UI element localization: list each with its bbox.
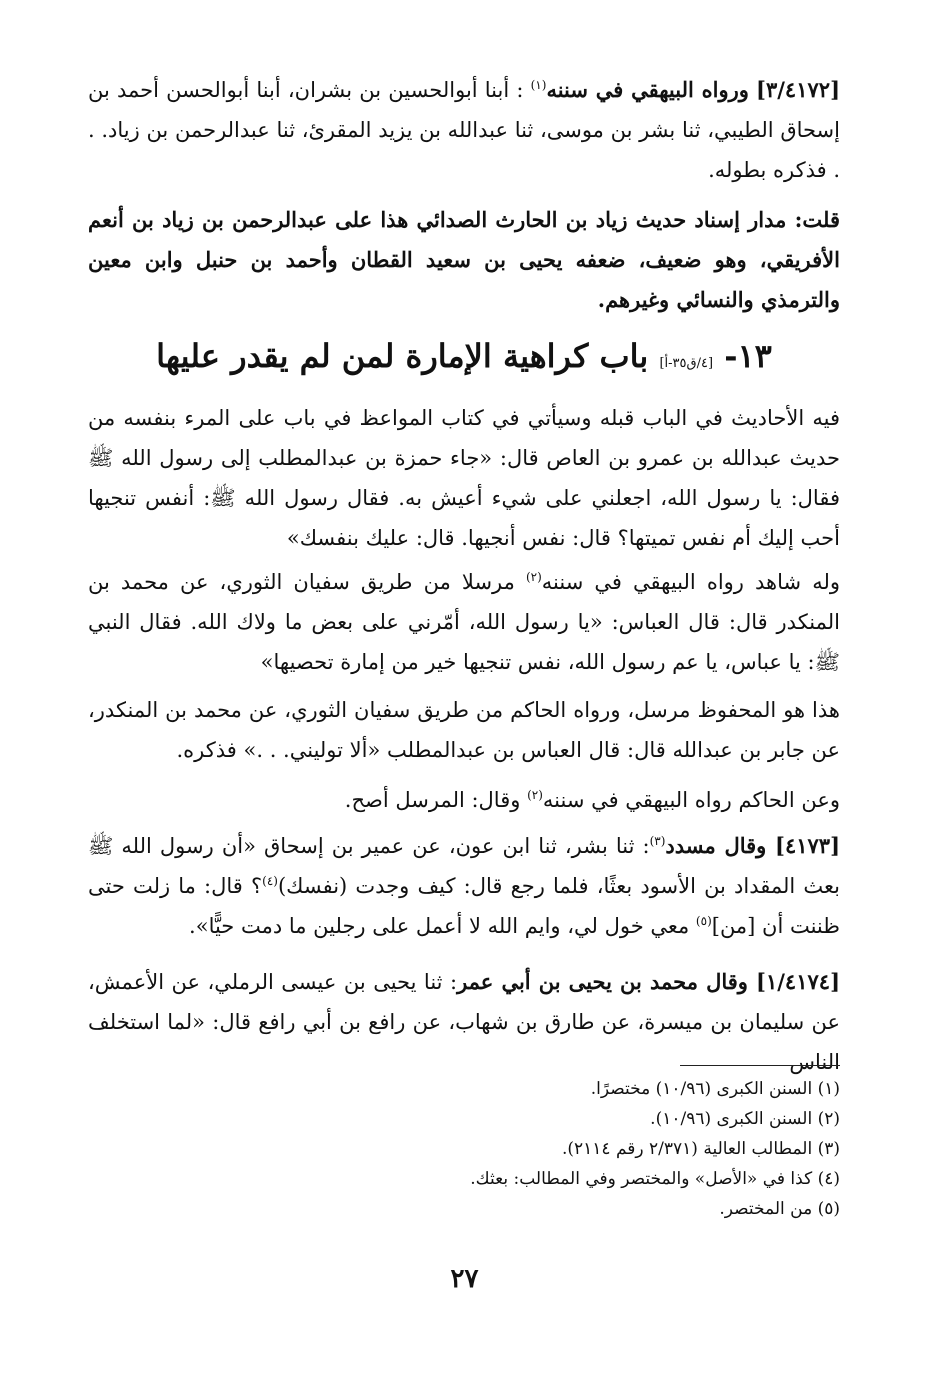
paragraph-hadith-4173 <box>88 826 840 946</box>
intro-text: فيه الأحاديث في الباب قبله وسيأتي في كتاب المواعظ في باب على المرء بنفسه من حديث عبدالله بن عمرو بن العاص قال: «جاء حمزة بن عبدالمطلب إلى رسول الله ﷺ فقال: يا رسول الله، اجعلني على شيء أعيش به. فقال رسول الله ﷺ: أنفس تنجيها أحب إليك أم نفس تميتها؟ قال: نفس أنجيها. قال: عليك بنفسك» <box>88 406 840 550</box>
hadith-text-4173-b: ؟ قال: ما زلت حتى ظننت أن [من] <box>88 874 840 938</box>
paragraph-hakim <box>88 780 840 820</box>
chapter-number: ١٣- <box>724 337 772 375</box>
footnote-ref-1: (١) <box>530 78 547 92</box>
footnote-ref-4: (٤) <box>262 874 278 888</box>
footnote-ref-3: (٣) <box>649 834 666 848</box>
paragraph-intro <box>88 398 840 558</box>
hadith-ref-4173: [٤١٧٣] <box>775 833 840 858</box>
hakim-text-a: وعن الحاكم رواه البيهقي في سننه <box>542 788 840 812</box>
footnote-divider <box>680 1065 840 1066</box>
paragraph-witness <box>88 562 840 682</box>
commentary-text: قلت: مدار إسناد حديث زياد بن الحارث الصدائي هذا على عبدالرحمن بن زياد بن أنعم الأفريقي، وهو ضعيف، ضعفه يحيى بن سعيد القطان وأحمد بن حنبل وابن معين والترمذي والنسائي وغيرهم. <box>88 207 840 312</box>
hakim-text-b: وقال: المرسل أصح. <box>344 788 528 812</box>
mahfuz-text: هذا هو المحفوظ مرسل، ورواه الحاكم من طريق سفيان الثوري، عن محمد بن المنكدر، عن جابر بن عبدالله قال: قال العباس بن عبدالمطلب «ألا توليني. . .» فذكره. <box>88 698 840 762</box>
footnote: (٢) السنن الكبرى (١٠/٩٦). <box>650 1109 840 1129</box>
hadith-lead: ورواه البيهقي في سننه <box>546 77 749 102</box>
paragraph-mahfuz <box>88 690 840 770</box>
hadith-text-4173-a: : ثنا بشر، ثنا ابن عون، عن عمير بن إسحاق «أن رسول الله ﷺ بعث المقداد بن الأسود بعثًا، فلما رجع قال: كيف وجدت (نفسك) <box>88 834 840 898</box>
hadith-ref: [٣/٤١٧٢] <box>756 77 840 102</box>
footnote: (٥) من المختصر. <box>719 1199 840 1219</box>
page-number: ٢٧ <box>450 1264 479 1294</box>
footnote-ref-2: (٢) <box>525 570 542 584</box>
hadith-ref-4174: [١/٤١٧٤] <box>756 969 840 994</box>
hadith-text-4173-c: معي خول لي، وايم الله لا أعمل على رجلين ما دمت حيًّا». <box>189 914 696 938</box>
footnote: (٤) كذا في «الأصل» والمختصر وفي المطالب: بعثك. <box>470 1169 840 1189</box>
paragraph-commentary <box>88 200 840 320</box>
footnote: (١) السنن الكبرى (١٠/٩٦) مختصرًا. <box>590 1079 840 1099</box>
hadith-text: : أبنا أبوالحسين بن بشران، أبنا أبوالحسن أحمد بن إسحاق الطيبي، ثنا بشر بن موسى، ثنا عبدالله بن يزيد المقرئ، ثنا عبدالرحمن بن زياد. . . فذكره بطوله. <box>88 78 840 182</box>
hadith-text-4174: : ثنا يحيى بن عيسى الرملي، عن الأعمش، عن سليمان بن ميسرة، عن طارق بن شهاب، عن رافع بن أبي رافع قال: «لما استخلف الناس <box>88 970 840 1074</box>
footnotes <box>88 1074 840 1224</box>
footnote-ref-5: (٥) <box>695 914 712 928</box>
hadith-lead-4173: وقال مسدد <box>665 833 775 858</box>
witness-text-b: مرسلا من طريق سفيان الثوري، عن محمد بن المنكدر قال: قال العباس: «يا رسول الله، أمّرني على بعض ما ولاك الله. فقال النبي ﷺ: يا عباس، يا عم رسول الله، نفس تنجيها خير من إمارة تحصيها» <box>88 570 840 674</box>
footnote-ref-2b: (٢) <box>527 788 543 802</box>
hadith-lead-4174: وقال محمد بن يحيى بن أبي عمر <box>457 969 757 994</box>
footnote: (٣) المطالب العالية (٢/٣٧١ رقم ٢١١٤). <box>561 1139 840 1159</box>
witness-text-a: وله شاهد رواه البيهقي في سننه <box>541 570 840 594</box>
chapter-heading <box>88 330 840 390</box>
paragraph-hadith-4174 <box>88 962 840 1082</box>
paragraph-hadith-4172 <box>88 70 840 190</box>
manuscript-tag: [٤/ق٣٥-أ] <box>659 356 714 371</box>
chapter-title: باب كراهية الإمارة لمن لم يقدر عليها <box>156 337 649 375</box>
